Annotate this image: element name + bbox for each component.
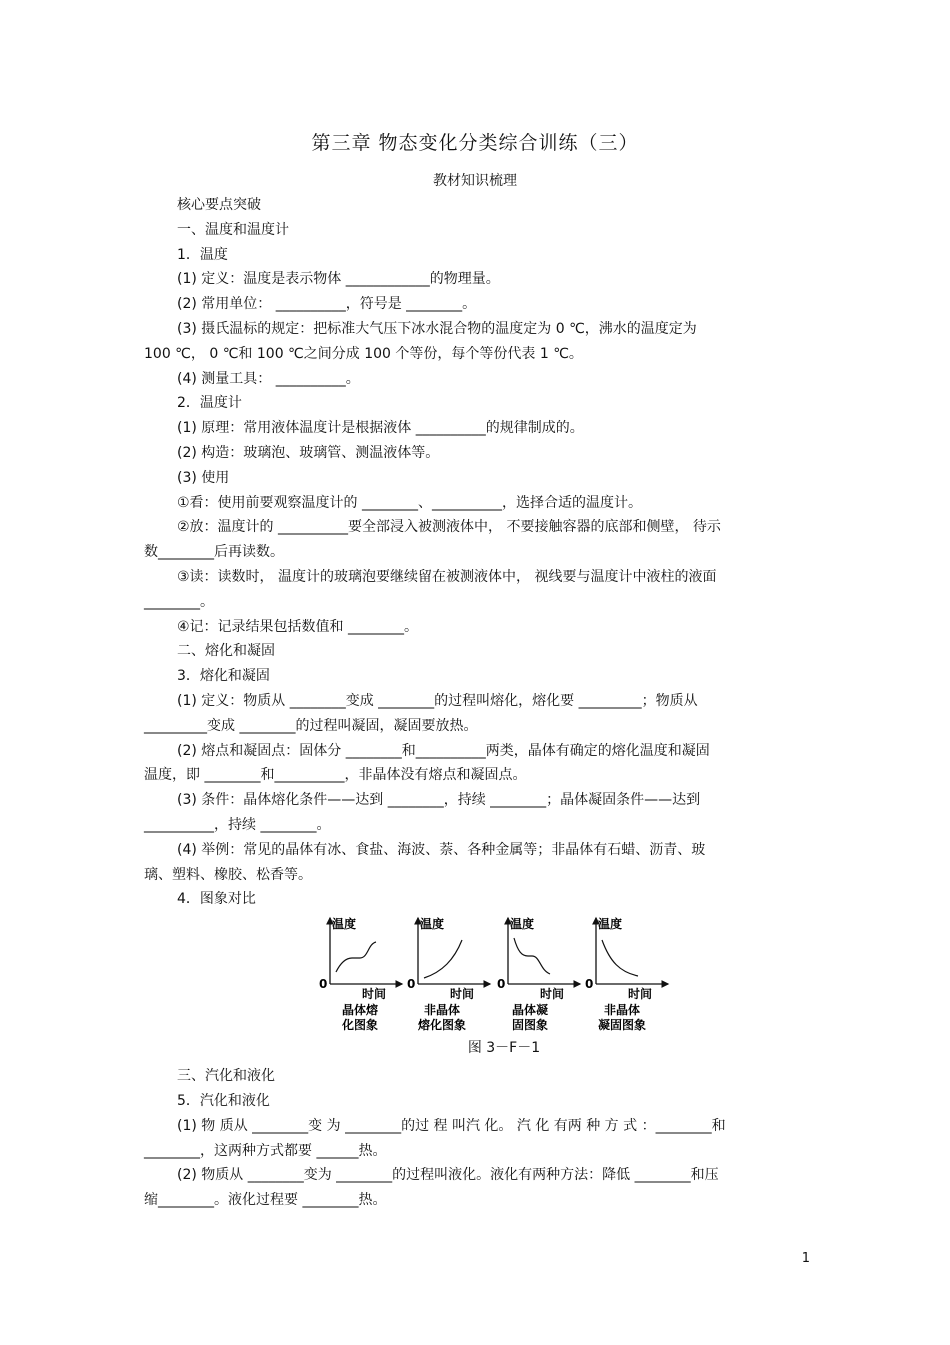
axis-x-label: 时间 (362, 987, 387, 1002)
subsection-heading: 2．温度计 (177, 395, 242, 412)
text-line: 100 ℃， 0 ℃和 100 ℃之间分成 100 个等份，每个等份代表 1 ℃。 (144, 345, 583, 362)
text-line: _________变成 ________的过程叫凝固，凝固要放热。 (144, 717, 478, 734)
text-line: ④记：记录结果包括数值和 ________。 (177, 618, 419, 635)
graph-caption: 晶体凝 (512, 1003, 549, 1018)
axis-y-label: 温度 (510, 917, 535, 932)
graph-caption: 凝固图象 (598, 1018, 647, 1033)
text-line: 璃、塑料、橡胶、松香等。 (144, 866, 312, 883)
page-subtitle: 教材知识梳理 (433, 173, 517, 189)
text-line: __________，持续 ________。 (144, 816, 331, 833)
axis-y-label: 温度 (332, 917, 357, 932)
text-line: ③读：读数时， 温度计的玻璃泡要继续留在被测液体中， 视线要与温度计中液柱的液面 (177, 568, 717, 585)
subsection-heading: 4．图象对比 (177, 891, 256, 908)
graph-caption: 非晶体 (424, 1003, 461, 1018)
page-title: 第三章 物态变化分类综合训练（三） (311, 132, 639, 154)
section-heading: 一、温度和温度计 (177, 221, 289, 238)
crystal-melting-graph (319, 916, 402, 1032)
graph-caption: 化图象 (342, 1018, 379, 1033)
section-heading: 三、汽化和液化 (177, 1068, 275, 1085)
text-line: ①看：使用前要观察温度计的 ________、__________，选择合适的温度计。 (177, 494, 642, 511)
text-line: (4) 测量工具： __________。 (177, 370, 360, 387)
graph-caption: 晶体熔 (342, 1003, 379, 1018)
amorphous-solidification-graph (585, 916, 668, 1032)
text-line: (1) 物 质从 ________变 为 ________的过 程 叫汽 化。 汽 化 有两 种 方 式 ：________和 (177, 1117, 726, 1134)
text-line: (2) 物质从 ________变为 ________的过程叫液化。液化有两种方法：降低 ________和压 (177, 1167, 719, 1184)
document-body (144, 193, 804, 1213)
text-line: 温度，即 ________和__________，非晶体没有熔点和凝固点。 (144, 767, 527, 784)
figure-label: 图 3－F－1 (467, 1040, 541, 1057)
graph-caption: 非晶体 (604, 1003, 641, 1018)
axis-x-label: 时间 (540, 987, 565, 1002)
origin-label: 0 (585, 977, 594, 992)
text-line: (4) 举例：常见的晶体有冰、食盐、海波、萘、各种金属等；非晶体有石蜡、沥青、玻 (177, 841, 706, 858)
subsection-heading: 1．温度 (177, 246, 228, 263)
graphs-svg (314, 914, 674, 1039)
graph-caption: 固图象 (512, 1018, 549, 1033)
crystal-solidification-graph (497, 916, 580, 1032)
axis-y-label: 温度 (598, 917, 623, 932)
text-line: ________。 (144, 593, 214, 610)
graph-caption: 熔化图象 (418, 1018, 467, 1033)
graph-comparison-figure (144, 914, 804, 1058)
origin-label: 0 (497, 977, 506, 992)
amorphous-melting-graph (407, 916, 490, 1032)
section-heading: 二、熔化和凝固 (177, 643, 275, 660)
section-heading: 核心要点突破 (177, 197, 261, 213)
text-line: (3) 摄氏温标的规定：把标准大气压下冰水混合物的温度定为 0 ℃，沸水的温度定为 (177, 320, 697, 337)
text-line: (2) 熔点和凝固点：固体分 ________和__________两类，晶体有确定的熔化温度和凝固 (177, 742, 710, 759)
text-line: (1) 定义：温度是表示物体 ____________的物理量。 (177, 271, 500, 288)
axis-y-label: 温度 (420, 917, 445, 932)
text-line: (2) 构造：玻璃泡、玻璃管、测温液体等。 (177, 444, 440, 461)
text-line: 数________后再读数。 (144, 544, 284, 561)
text-line: ②放：温度计的 __________要全部浸入被测液体中， 不要接触容器的底部和侧壁， 待示 (177, 519, 721, 536)
axis-x-label: 时间 (628, 987, 653, 1002)
text-line: ________，这两种方式都要 ______热。 (144, 1142, 387, 1159)
page-number: 1 (801, 1251, 810, 1266)
origin-label: 0 (407, 977, 416, 992)
subsection-heading: 3．熔化和凝固 (177, 668, 270, 685)
text-line: (3) 使用 (177, 469, 230, 486)
text-line: (1) 原理：常用液体温度计是根据液体 __________的规律制成的。 (177, 420, 584, 437)
text-line: (2) 常用单位： __________，符号是 ________。 (177, 296, 477, 313)
text-line: (3) 条件：晶体熔化条件——达到 ________，持续 ________；晶体凝固条件——达到 (177, 792, 701, 809)
origin-label: 0 (319, 977, 328, 992)
text-line: 缩________。液化过程要 ________热。 (144, 1192, 387, 1209)
subsection-heading: 5．汽化和液化 (177, 1092, 270, 1109)
text-line: (1) 定义：物质从 ________变成 ________的过程叫熔化，熔化要 _________；物质从 (177, 692, 698, 709)
axis-x-label: 时间 (450, 987, 475, 1002)
